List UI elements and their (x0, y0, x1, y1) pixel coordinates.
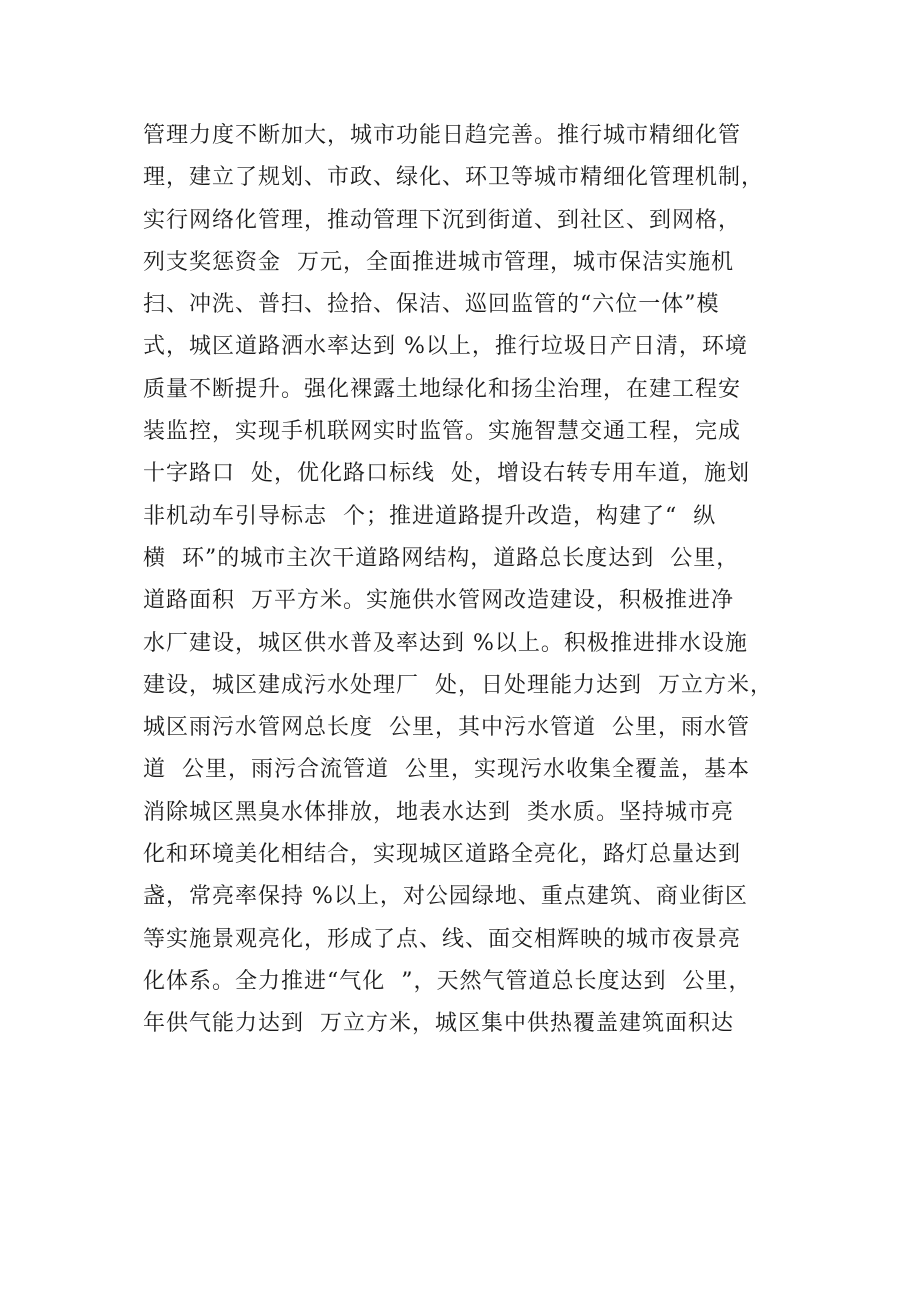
text-line: 理，建立了规划、市政、绿化、环卫等城市精细化管理机制， (143, 165, 765, 191)
text-line: 道 公里，雨污合流管道 公里，实现污水收集全覆盖，基本 (143, 757, 750, 783)
text-line: 非机动车引导标志 个；推进道路提升改造，构建了“ 纵 (143, 503, 717, 529)
text-line: 装监控，实现手机联网实时监管。实施智慧交通工程，完成 (143, 419, 742, 445)
text-line: 管理力度不断加大，城市功能日趋完善。推行城市精细化管 (143, 123, 742, 148)
text-line: 扫、冲洗、普扫、捡拾、保洁、巡回监管的“六位一体”模 (143, 292, 720, 318)
text-line: 年供气能力达到 万立方米，城区集中供热覆盖建筑面积达 (143, 1011, 734, 1037)
text-line: 等实施景观亮化，形成了点、线、面交相辉映的城市夜景亮 (143, 926, 742, 952)
text-line: 盏，常亮率保持 %以上，对公园绿地、重点建筑、商业街区 (143, 884, 748, 910)
text-line: 道路面积 万平方米。实施供水管网改造建设，积极推进净 (143, 588, 734, 614)
text-line: 化体系。全力推进“气化 ”，天然气管道总长度达到 公里， (143, 968, 752, 994)
text-line: 水厂建设，城区供水普及率达到 %以上。积极推进排水设施 (143, 630, 748, 656)
text-line: 化和环境美化相结合，实现城区道路全亮化，路灯总量达到 (143, 842, 742, 868)
text-line: 列支奖惩资金 万元，全面推进城市管理，城市保洁实施机 (143, 249, 734, 275)
text-line: 建设，城区建成污水处理厂 处，日处理能力达到 万立方米， (143, 672, 773, 698)
text-line: 十字路口 处，优化路口标线 处，增设右转专用车道，施划 (143, 461, 750, 487)
text-line: 消除城区黑臭水体排放，地表水达到 类水质。坚持城市亮 (143, 799, 734, 825)
text-line: 城区雨污水管网总长度 公里，其中污水管道 公里，雨水管 (143, 715, 750, 741)
body-paragraph (143, 115, 803, 1046)
text-line: 实行网络化管理，推动管理下沉到街道、到社区、到网格， (143, 207, 742, 233)
text-line: 横 环”的城市主次干道路网结构，道路总长度达到 公里， (143, 545, 740, 571)
text-line: 式，城区道路洒水率达到 %以上，推行垃圾日产日清，环境 (143, 334, 748, 360)
text-line: 质量不断提升。强化裸露土地绿化和扬尘治理，在建工程安 (143, 376, 742, 402)
